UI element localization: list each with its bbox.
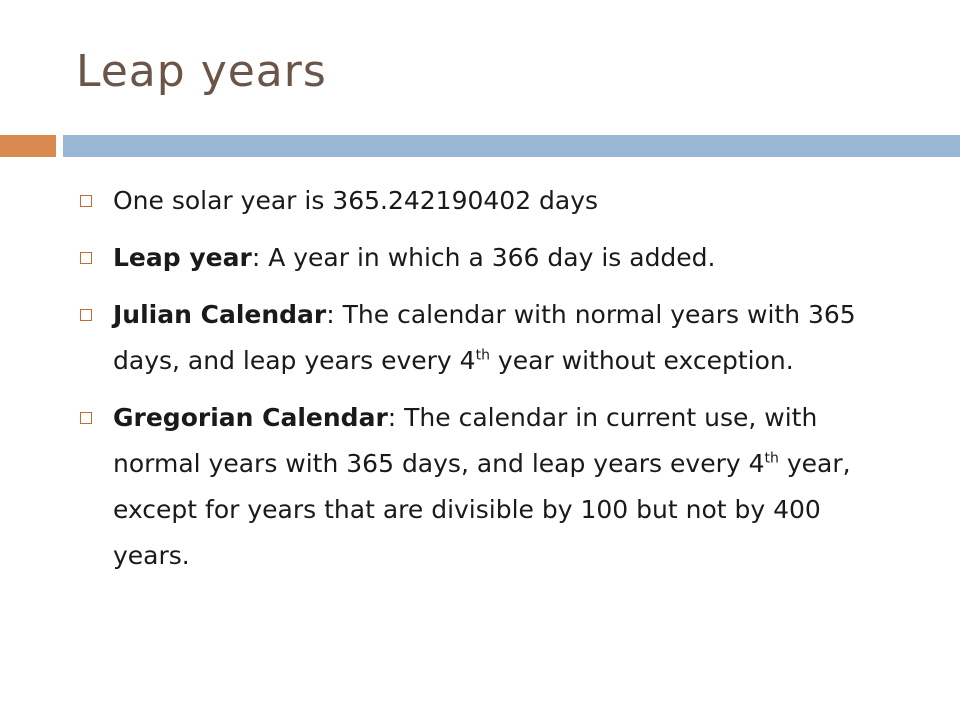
- bullet-separator: :: [387, 403, 405, 432]
- bullet-item: [78, 235, 878, 281]
- accent-bar-blue: [63, 135, 960, 157]
- square-bullet-icon: [80, 252, 92, 264]
- square-bullet-icon: [80, 195, 92, 207]
- ordinal-suffix: th: [764, 450, 779, 467]
- bullet-item: [78, 395, 878, 579]
- bullet-text: A year in which a 366 day is added.: [268, 243, 716, 272]
- bullet-term: Leap year: [113, 243, 252, 272]
- bullet-text: year, except for years that are divisible by 100 but not by 400 years.: [113, 449, 851, 570]
- bullet-term: Julian Calendar: [113, 300, 327, 329]
- bullet-text: One solar year is 365.242190402 days: [113, 186, 599, 215]
- bullet-separator: :: [326, 300, 343, 329]
- bullet-text: The calendar in current use, with normal years with 365 days, and leap years every 4: [113, 403, 818, 478]
- square-bullet-icon: [80, 309, 92, 321]
- bullet-separator: :: [251, 243, 269, 272]
- bullet-text: year without exception.: [489, 346, 794, 375]
- bullet-text: The calendar with normal years with 365 days, and leap years every 4: [113, 300, 856, 375]
- bullet-term: Gregorian Calendar: [113, 403, 388, 432]
- slide-title: Leap years: [76, 46, 327, 97]
- bullet-item: [78, 292, 878, 384]
- bullet-list: [78, 178, 878, 590]
- accent-bar-orange: [0, 135, 56, 157]
- bullet-item: [78, 178, 878, 224]
- square-bullet-icon: [80, 412, 92, 424]
- ordinal-suffix: th: [475, 347, 490, 364]
